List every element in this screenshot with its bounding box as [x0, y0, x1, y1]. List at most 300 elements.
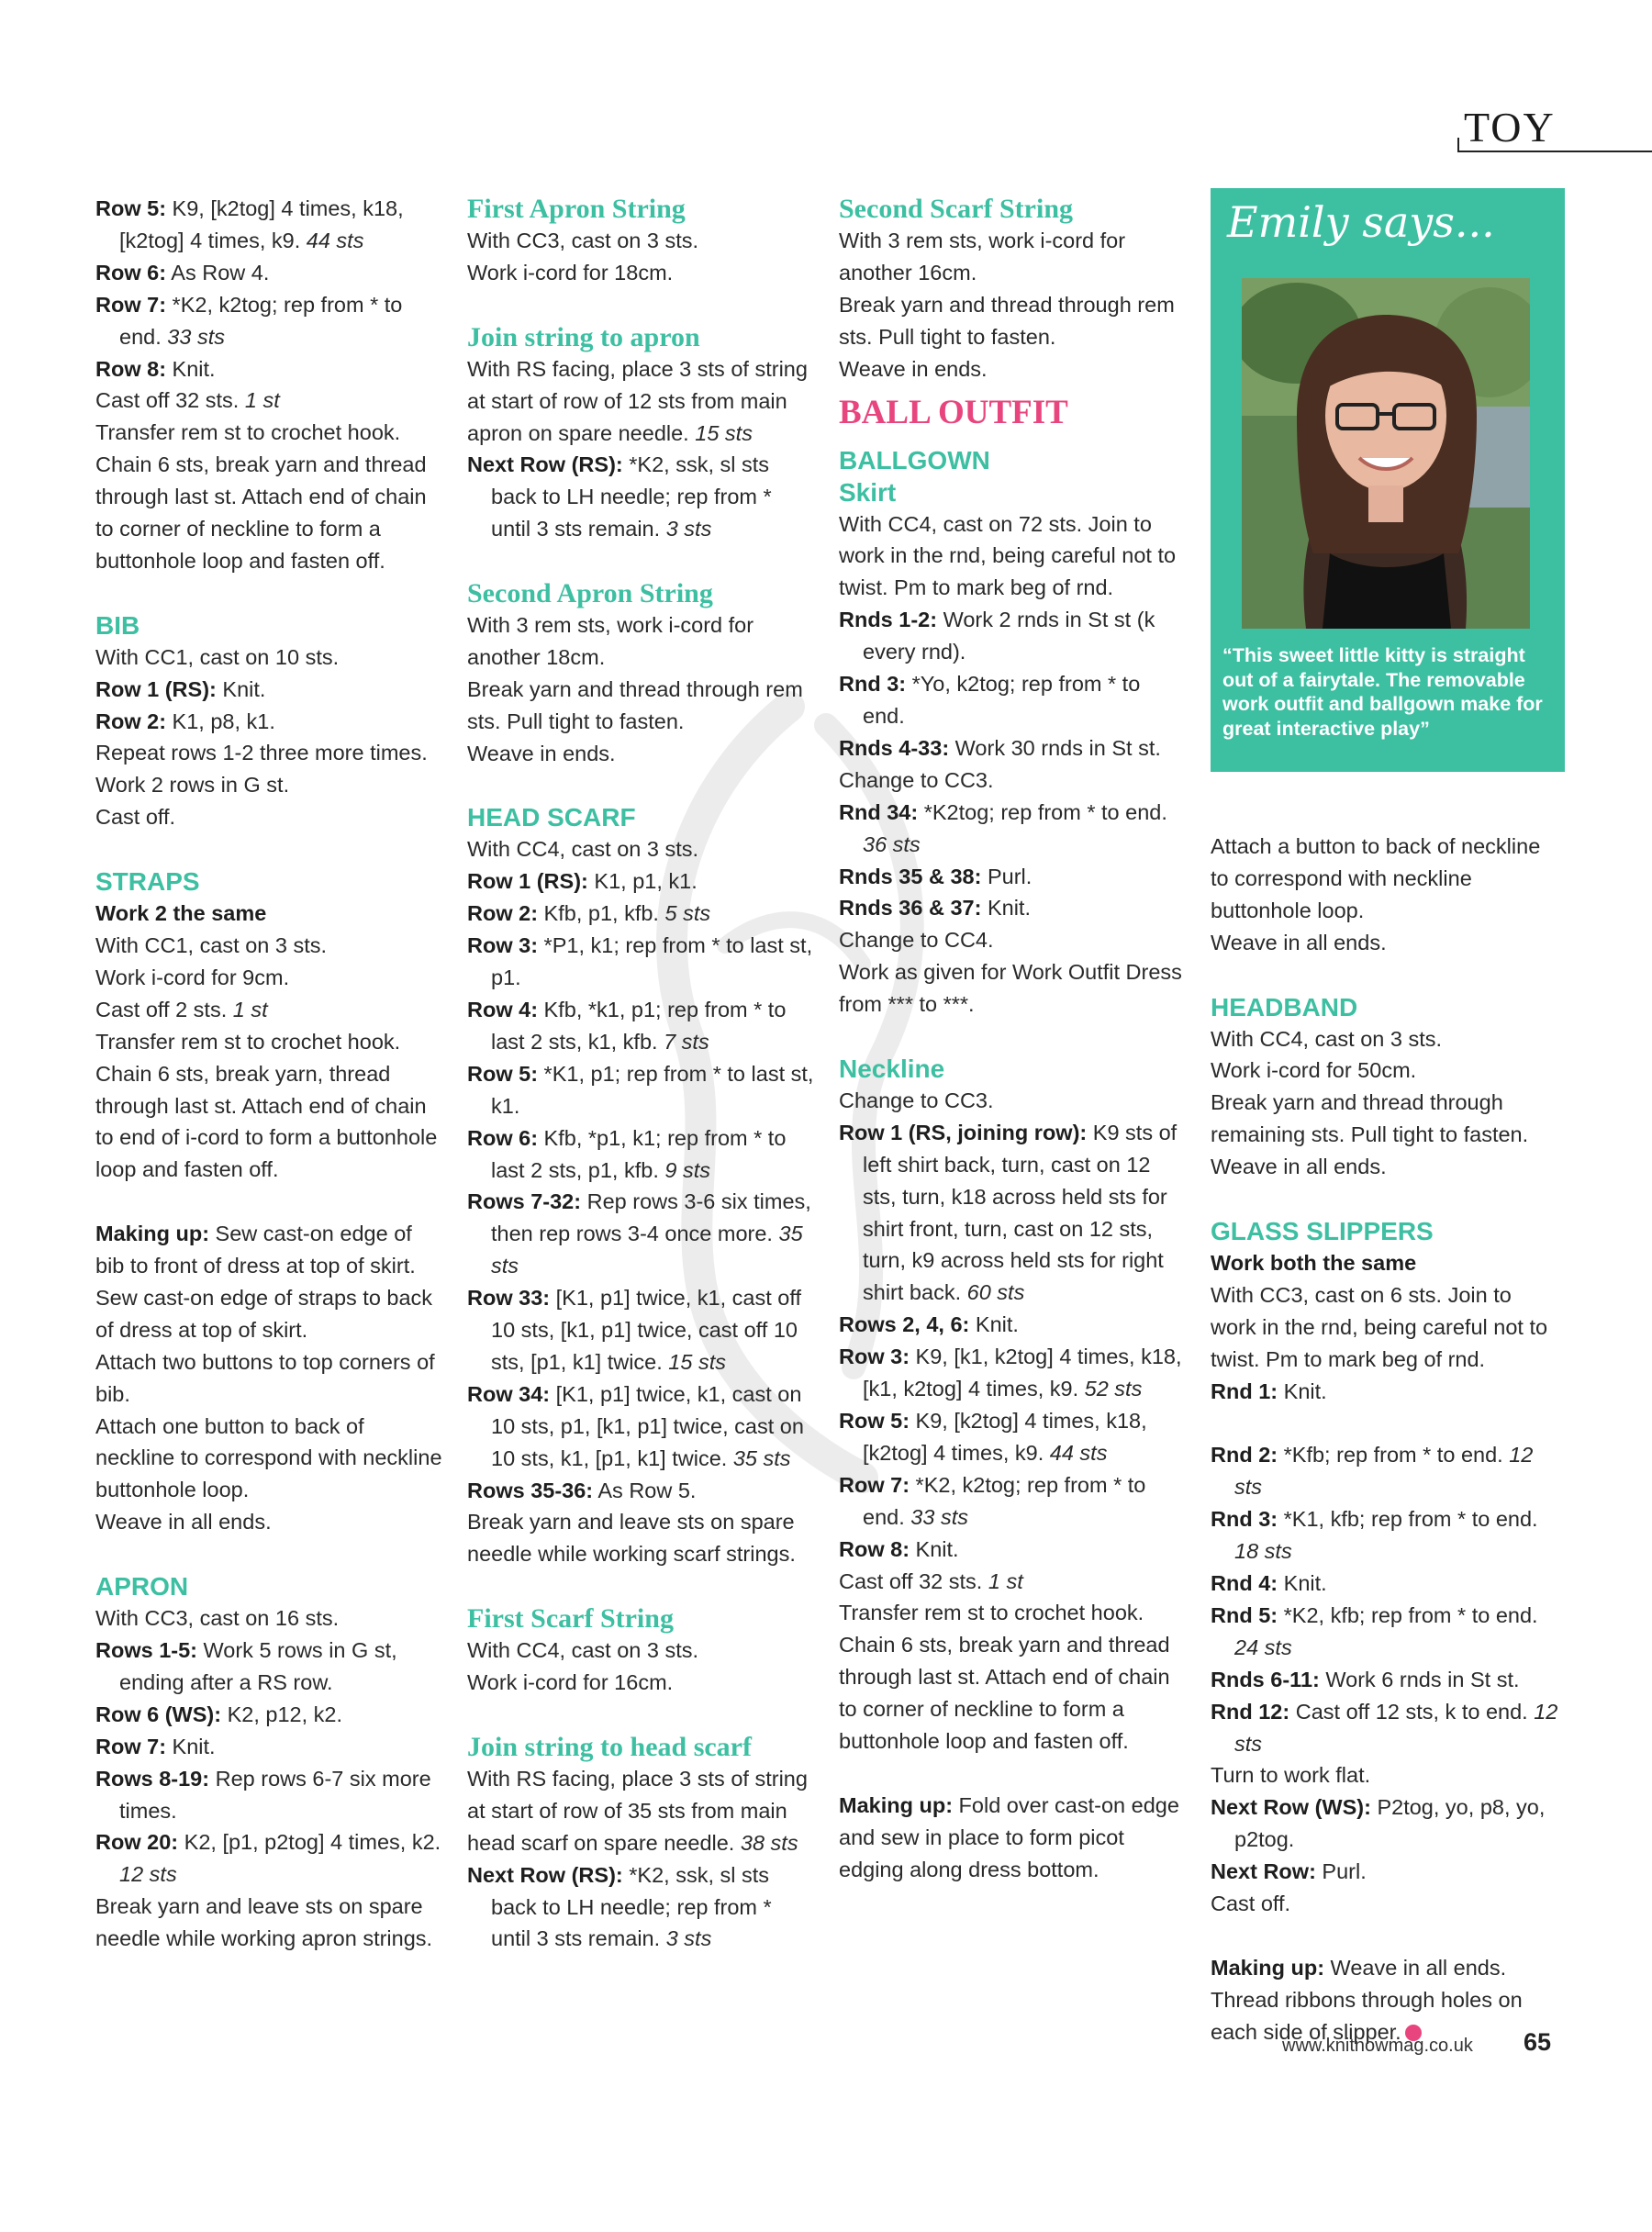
stitch-count: 35 sts [732, 1445, 791, 1470]
step-label: Rows 35-36: [467, 1478, 594, 1502]
section-heading [467, 577, 816, 609]
pattern-line [467, 225, 816, 257]
step-text: Sew cast-on edge of bib to front of dress at top of skirt. [95, 1222, 416, 1278]
pattern-line [839, 668, 1188, 732]
step-text: Knit. [981, 896, 1031, 921]
step-text: *K2, k2tog; rep from * to end. [863, 1472, 1146, 1529]
pattern-line [95, 193, 444, 257]
step-label: Row 1 (RS): [467, 869, 588, 894]
pattern-line [839, 1790, 1188, 1886]
heading-text: Join string to apron [467, 321, 700, 352]
pattern-line [1211, 1376, 1559, 1408]
section-heading [467, 1602, 816, 1635]
pattern-line [839, 289, 1188, 353]
pattern-line [95, 737, 444, 769]
stitch-count: 3 sts [665, 517, 712, 541]
step-text: Purl. [1315, 1859, 1367, 1884]
step-label: Rows 8-19: [95, 1766, 210, 1791]
pattern-line [839, 732, 1188, 764]
step-text: K9, [k2tog] 4 times, k18, [k2tog] 4 times, k9. [863, 1408, 1147, 1465]
section-heading [839, 444, 1188, 476]
pattern-line [467, 1186, 816, 1282]
section-heading [95, 1570, 444, 1602]
pattern-line [1211, 1952, 1559, 2048]
step-text: Knit. [166, 356, 216, 381]
step-text: Knit. [969, 1312, 1019, 1337]
pattern-line [467, 1859, 816, 1956]
pattern-line [95, 1635, 444, 1699]
step-text: K9 sts of left shirt back, turn, cast on 12 sts, turn, k18 across held sts for shirt front, turn, cast on 12 sts, turn, k9 across held sts for right shirt back. [863, 1120, 1178, 1305]
section-heading [467, 801, 816, 833]
step-label: Next Row (RS): [467, 1862, 623, 1887]
step-label: Making up: [1211, 1955, 1325, 1980]
step-label: Row 8: [95, 356, 167, 381]
step-text: [K1, p1] twice, k1, cast off 10 sts, [k1, p1] twice, cast off 10 sts, [p1, k1] twice. [491, 1286, 801, 1374]
step-text: Weave in all ends. [95, 1510, 272, 1534]
section-heading [95, 865, 444, 898]
step-text: Weave in all ends. [1211, 930, 1387, 954]
heading-text: Join string to head scarf [467, 1731, 752, 1762]
portrait-image [1242, 278, 1530, 629]
step-text: Break yarn and thread through rem sts. Pull tight to fasten. [839, 292, 1175, 349]
pattern-line [467, 898, 816, 930]
stitch-count: 33 sts [167, 324, 225, 349]
heading-text: HEAD SCARF [467, 803, 636, 832]
pattern-line [95, 289, 444, 353]
heading-text: APRON [95, 1572, 189, 1601]
pattern-line [467, 833, 816, 865]
pattern-line [1211, 1791, 1559, 1856]
step-text: Kfb, *p1, k1; rep from * to last 2 sts, p1, kfb. [491, 1125, 787, 1182]
pattern-line [1211, 1759, 1559, 1791]
pattern-line [467, 1378, 816, 1475]
spacer [467, 545, 816, 577]
heading-text: Second Apron String [467, 578, 713, 609]
pattern-line [467, 930, 816, 994]
heading-text: HEADBAND [1211, 992, 1358, 1021]
step-label: Row 5: [839, 1408, 910, 1433]
step-text: With CC3, cast on 16 sts. [95, 1606, 340, 1631]
step-label: Rows 7-32: [467, 1189, 582, 1214]
step-label: Rnds 4-33: [839, 735, 950, 760]
pattern-line [1211, 1568, 1559, 1600]
pattern-line [1211, 1279, 1559, 1376]
step-label: Row 2: [467, 901, 539, 926]
step-text: Cast off 2 sts. [95, 997, 233, 1021]
pattern-line [95, 1602, 444, 1635]
step-text: Cast off. [1211, 1892, 1291, 1916]
pattern-line [95, 1411, 444, 1507]
sidebar-quote: “This sweet little kitty is straight out of a fairytale. The removable work outfit and ballgown make for great interactive play” [1222, 644, 1543, 740]
pattern-line [95, 1218, 444, 1282]
step-text: Transfer rem st to crochet hook. Chain 6 sts, break yarn, thread through last st. Attach end of chain to end of i-cord to form a buttonhole loop and fasten off. [95, 1029, 438, 1182]
step-text: *Yo, k2tog; rep from * to end. [863, 672, 1141, 728]
section-tag: TOY [1464, 104, 1556, 151]
pattern-line [95, 801, 444, 833]
step-label: Next Row (WS): [1211, 1795, 1371, 1820]
step-label: Row 2: [95, 709, 167, 733]
step-text: Work 6 rnds in St st. [1319, 1667, 1520, 1691]
spacer [467, 1570, 816, 1602]
section-tag-tick [1457, 138, 1459, 152]
heading-text: First Scarf String [467, 1603, 674, 1635]
pattern-line [839, 956, 1188, 1021]
pattern-line [467, 1058, 816, 1122]
section-tag-rule [1457, 151, 1652, 152]
heading-text: Skirt [839, 477, 897, 507]
step-label: Row 1 (RS, joining row): [839, 1120, 1088, 1144]
pattern-line [839, 1405, 1188, 1469]
step-text: Transfer rem st to crochet hook. Chain 6 sts, break yarn and thread through last st. Attach end of chain to corner of neckline to form a buttonhole loop and fasten off. [95, 420, 427, 573]
pattern-line [839, 1566, 1188, 1598]
pattern-line [1211, 1247, 1559, 1279]
step-text: Kfb, *k1, p1; rep from * to last 2 sts, k1, kfb. [491, 997, 787, 1054]
heading-text: First Apron String [467, 194, 686, 224]
pattern-line [1211, 1087, 1559, 1183]
stitch-count: 15 sts [695, 420, 753, 445]
spacer [1211, 1183, 1559, 1215]
pattern-line [1211, 1055, 1559, 1087]
step-text: Work 2 rows in G st. [95, 773, 290, 798]
step-label: Row 5: [95, 196, 167, 220]
step-text: Work 5 rows in G st, ending after a RS row. [119, 1638, 397, 1694]
step-text: K1, p8, k1. [166, 709, 275, 733]
spacer [467, 289, 816, 321]
step-text: Knit. [1278, 1378, 1327, 1403]
column-3 [839, 193, 1188, 1886]
stitch-count: 52 sts [1084, 1377, 1143, 1401]
pattern-line [95, 1282, 444, 1346]
pattern-line [467, 1506, 816, 1570]
stitch-count: 3 sts [665, 1926, 712, 1951]
spacer [1211, 959, 1559, 991]
pattern-line [95, 994, 444, 1026]
step-text: K1, p1, k1. [587, 869, 698, 894]
heading-text: Neckline [839, 1054, 945, 1083]
section-heading [839, 391, 1188, 435]
pattern-line [95, 353, 444, 385]
step-label: Row 33: [467, 1286, 551, 1311]
step-label: Next Row: [1211, 1859, 1316, 1884]
step-text: Work i-cord for 16cm. [467, 1670, 674, 1695]
step-text: [K1, p1] twice, k1, cast on 10 sts, p1, [k1, p1] twice, cast on 10 sts, k1, [p1, k1] twice. [491, 1381, 804, 1470]
stitch-count: 12 sts [1234, 1443, 1534, 1500]
pattern-line [1211, 1696, 1559, 1760]
pattern-line [1211, 1439, 1559, 1503]
step-text: As Row 5. [593, 1478, 697, 1502]
pattern-line [1211, 831, 1559, 927]
stitch-count: 44 sts [1049, 1440, 1108, 1465]
pattern-line [839, 924, 1188, 956]
spacer [467, 770, 816, 802]
step-label: Row 34: [467, 1381, 551, 1406]
step-text: *Kfb; rep from * to end. [1278, 1443, 1510, 1468]
section-heading [467, 193, 816, 225]
spacer [839, 1758, 1188, 1790]
page-number: 65 [1524, 2028, 1552, 2056]
stitch-count: 5 sts [664, 901, 711, 926]
stitch-count: 44 sts [306, 228, 364, 252]
step-text: Work 2 rnds in St st (k every rnd). [863, 608, 1155, 664]
spacer [467, 1699, 816, 1731]
pattern-line [839, 225, 1188, 289]
step-label: Row 7: [839, 1472, 910, 1497]
stitch-count: 18 sts [1234, 1539, 1292, 1564]
step-text: Transfer rem st to crochet hook. Chain 6 sts, break yarn and thread through last st. Attach end of chain to corner of neckline to form a buttonhole loop and fasten off. [839, 1601, 1170, 1754]
step-text: Purl. [981, 864, 1032, 888]
step-text: Break yarn and leave sts on spare needle while working apron strings. [95, 1894, 433, 1951]
pattern-line [839, 1309, 1188, 1341]
step-text: Knit. [1278, 1570, 1327, 1595]
pattern-line [1211, 927, 1559, 959]
stitch-count: 38 sts [740, 1830, 798, 1855]
step-text: Knit. [216, 676, 266, 701]
pattern-line [1211, 1664, 1559, 1696]
step-label: Rnd 2: [1211, 1443, 1278, 1468]
pattern-line [95, 898, 444, 930]
stitch-count: 9 sts [664, 1157, 711, 1182]
section-heading [839, 476, 1188, 508]
step-label: Making up: [839, 1792, 954, 1817]
pattern-line [95, 1891, 444, 1955]
step-text: Attach a button to back of neckline to correspond with neckline buttonhole loop. [1211, 834, 1541, 922]
spacer [95, 1186, 444, 1218]
step-text: Cast off 12 sts, k to end. [1289, 1699, 1535, 1724]
section-heading [95, 609, 444, 642]
step-label: Rnd 12: [1211, 1699, 1290, 1724]
step-text: *K1, kfb; rep from * to end. [1278, 1507, 1538, 1532]
column-2 [467, 193, 816, 1955]
step-label: Rnd 5: [1211, 1602, 1278, 1627]
step-label: Work both the same [1211, 1250, 1417, 1275]
step-label: Row 1 (RS): [95, 676, 217, 701]
step-text: Weave in ends. [839, 356, 988, 381]
pattern-line [95, 674, 444, 706]
column-4 [1211, 831, 1559, 2048]
step-label: Row 3: [839, 1345, 910, 1369]
stitch-count: 7 sts [664, 1029, 709, 1054]
stitch-count: 60 sts [966, 1280, 1025, 1305]
step-text: Work 30 rnds in St st. [949, 735, 1161, 760]
section-heading [1211, 991, 1559, 1023]
step-text: Break yarn and thread through remaining sts. Pull tight to fasten. Weave in all ends. [1211, 1090, 1529, 1179]
pattern-line [95, 706, 444, 738]
step-text: Break yarn and leave sts on spare needle while working scarf strings. [467, 1510, 796, 1567]
pattern-line [95, 930, 444, 962]
pattern-line [467, 1475, 816, 1507]
step-text: Repeat rows 1-2 three more times. [95, 741, 428, 765]
pattern-line [839, 1341, 1188, 1405]
step-text: With CC4, cast on 3 sts. [467, 837, 699, 862]
step-text: With CC1, cast on 10 sts. [95, 644, 340, 669]
section-heading [839, 193, 1188, 225]
pattern-line [467, 865, 816, 898]
step-label: Row 6: [467, 1125, 539, 1150]
heading-text: GLASS SLIPPERS [1211, 1216, 1434, 1245]
step-label: Row 6 (WS): [95, 1702, 222, 1726]
step-text: Change to CC3. [839, 1088, 994, 1112]
step-label: Making up: [95, 1222, 210, 1246]
step-text: K9, [k1, k2tog] 4 times, k18, [k1, k2tog] 4 times, k9. [863, 1345, 1182, 1401]
step-text: Attach one button to back of neckline to correspond with neckline buttonhole loop. [95, 1413, 442, 1502]
step-label: Work 2 the same [95, 901, 267, 926]
pattern-line [467, 449, 816, 545]
step-text: Work i-cord for 50cm. [1211, 1058, 1417, 1083]
pattern-line [467, 994, 816, 1058]
step-text: K9, [k2tog] 4 times, k18, [k2tog] 4 times, k9. [119, 196, 404, 252]
step-text: Work as given for Work Outfit Dress from *** to ***. [839, 960, 1182, 1017]
step-text: Turn to work flat. [1211, 1763, 1371, 1788]
step-text: With CC3, cast on 3 sts. [467, 229, 699, 252]
heading-text: Second Scarf String [839, 194, 1073, 224]
step-label: Row 8: [839, 1536, 910, 1561]
pattern-line [95, 1699, 444, 1731]
stitch-count: 33 sts [910, 1504, 968, 1529]
pattern-line [839, 604, 1188, 668]
step-text: Cast off 32 sts. [839, 1568, 988, 1593]
step-text: *K2, ssk, sl sts back to LH needle; rep from * until 3 sts remain. [491, 452, 772, 541]
pattern-line [95, 1026, 444, 1187]
heading-text: STRAPS [95, 867, 200, 897]
spacer [839, 1021, 1188, 1053]
step-text: With 3 rem sts, work i-cord for another 16cm. [839, 229, 1126, 285]
pattern-line [839, 1534, 1188, 1566]
step-text: Knit. [910, 1536, 959, 1561]
designer-sidebar [1211, 188, 1565, 772]
pattern-line [839, 1597, 1188, 1758]
step-label: Row 6: [95, 260, 167, 285]
spacer [95, 577, 444, 609]
stitch-count: 12 sts [1234, 1699, 1558, 1756]
pattern-line [467, 1122, 816, 1187]
pattern-line [839, 797, 1188, 861]
step-text: *K2, kfb; rep from * to end. [1278, 1602, 1538, 1627]
step-text: *K1, p1; rep from * to last st, k1. [491, 1061, 814, 1118]
pattern-line [467, 353, 816, 450]
spacer [95, 1538, 444, 1570]
step-text: With CC4, cast on 3 sts. [1211, 1026, 1443, 1051]
pattern-line [1211, 1600, 1559, 1664]
pattern-line [839, 1117, 1188, 1309]
step-label: Rnd 34: [839, 799, 919, 824]
pattern-line [467, 1763, 816, 1859]
step-label: Row 7: [95, 292, 167, 317]
step-label: Rnd 1: [1211, 1378, 1278, 1403]
step-text: Break yarn and thread through rem sts. Pull tight to fasten. [467, 676, 803, 733]
step-label: Rnd 4: [1211, 1570, 1278, 1595]
step-label: Rows 2, 4, 6: [839, 1312, 970, 1337]
stitch-count: 24 sts [1234, 1635, 1292, 1659]
pattern-line [839, 892, 1188, 924]
footer-url[interactable]: www.knitnowmag.co.uk [1282, 2036, 1473, 2056]
step-text: With CC4, cast on 72 sts. Join to work in the rnd, being careful not to twist. Pm to mark beg of rnd. [839, 511, 1177, 600]
pattern-line [467, 1282, 816, 1378]
column-1 [95, 193, 444, 1955]
pattern-line [95, 1506, 444, 1538]
step-text: Kfb, p1, kfb. [538, 901, 665, 926]
step-text: Change to CC4. [839, 928, 994, 953]
step-text: Rep rows 3-6 six times, then rep rows 3-4 once more. [491, 1189, 811, 1246]
step-label: Row 5: [467, 1061, 539, 1086]
step-text: With RS facing, place 3 sts of string at start of row of 12 sts from main apron on spare needle. [467, 356, 808, 445]
section-heading [467, 321, 816, 353]
step-text: *K2tog; rep from * to end. [918, 799, 1167, 824]
step-text: Attach two buttons to top corners of bib. [95, 1349, 435, 1406]
step-text: Rep rows 6-7 six more times. [119, 1766, 431, 1823]
step-text: As Row 4. [166, 260, 270, 285]
pattern-line [1211, 1023, 1559, 1055]
stitch-count: 1 st [232, 997, 268, 1021]
step-label: Rnds 35 & 38: [839, 864, 982, 888]
section-heading [839, 1053, 1188, 1085]
step-text: *K2, ssk, sl sts back to LH needle; rep from * until 3 sts remain. [491, 1862, 772, 1951]
step-label: Rnds 1-2: [839, 608, 938, 632]
pattern-line [95, 1763, 444, 1827]
step-label: Row 20: [95, 1830, 179, 1855]
step-text: Fold over cast-on edge and sew in place to form picot edging along dress bottom. [839, 1792, 1179, 1881]
step-text: Work i-cord for 18cm. [467, 260, 674, 285]
step-label: Rows 1-5: [95, 1638, 197, 1662]
pattern-line [839, 508, 1188, 605]
step-text: With CC3, cast on 6 sts. Join to work in the rnd, being careful not to twist. Pm to mark beg of rnd. [1211, 1282, 1548, 1371]
spacer [1211, 1407, 1559, 1439]
step-label: Rnds 6-11: [1211, 1667, 1320, 1691]
step-text: K2, p12, k2. [221, 1702, 343, 1726]
spacer [1211, 1920, 1559, 1952]
pattern-line [467, 1635, 816, 1667]
pattern-line [95, 257, 444, 289]
step-text: K2, [p1, p2tog] 4 times, k2. [178, 1830, 441, 1855]
pattern-line [467, 1667, 816, 1699]
pattern-line [95, 385, 444, 417]
section-heading [467, 1731, 816, 1763]
pattern-line [1211, 1856, 1559, 1888]
step-text: With 3 rem sts, work i-cord for another 18cm. [467, 613, 754, 669]
pattern-line [1211, 1503, 1559, 1568]
pattern-line [95, 962, 444, 994]
step-label: Row 3: [467, 933, 539, 958]
step-label: Rnd 3: [1211, 1507, 1278, 1532]
heading-text: BALLGOWN [839, 445, 990, 474]
section-heading [1211, 1215, 1559, 1247]
step-text: Weave in all ends. Thread ribbons through holes on each side of slipper. [1211, 1955, 1523, 2044]
designer-photo [1242, 278, 1530, 629]
pattern-line [95, 417, 444, 577]
step-text: P2tog, yo, p8, yo, p2tog. [1234, 1795, 1546, 1852]
pattern-line [95, 1826, 444, 1891]
pattern-line [467, 257, 816, 289]
step-text: Cast off 32 sts. [95, 388, 245, 413]
pattern-line [467, 609, 816, 674]
step-text: With CC4, cast on 3 sts. [467, 1638, 699, 1663]
heading-text: BALL OUTFIT [839, 393, 1068, 431]
step-text: Sew cast-on edge of straps to back of dress at top of skirt. [95, 1285, 433, 1342]
pattern-line [839, 353, 1188, 385]
pattern-line [95, 1731, 444, 1763]
pattern-line [839, 1085, 1188, 1117]
pattern-line [95, 1346, 444, 1411]
heading-text: BIB [95, 610, 140, 640]
pattern-line [839, 764, 1188, 797]
stitch-count: 36 sts [863, 831, 921, 856]
step-text: Weave in ends. [467, 741, 616, 765]
step-text: *P1, k1; rep from * to last st, p1. [491, 933, 813, 990]
stitch-count: 1 st [244, 388, 280, 413]
step-label: Rnds 36 & 37: [839, 896, 982, 921]
stitch-count: 1 st [988, 1568, 1023, 1593]
step-label: Next Row (RS): [467, 452, 623, 477]
sidebar-title: Emily says... [1227, 197, 1495, 247]
